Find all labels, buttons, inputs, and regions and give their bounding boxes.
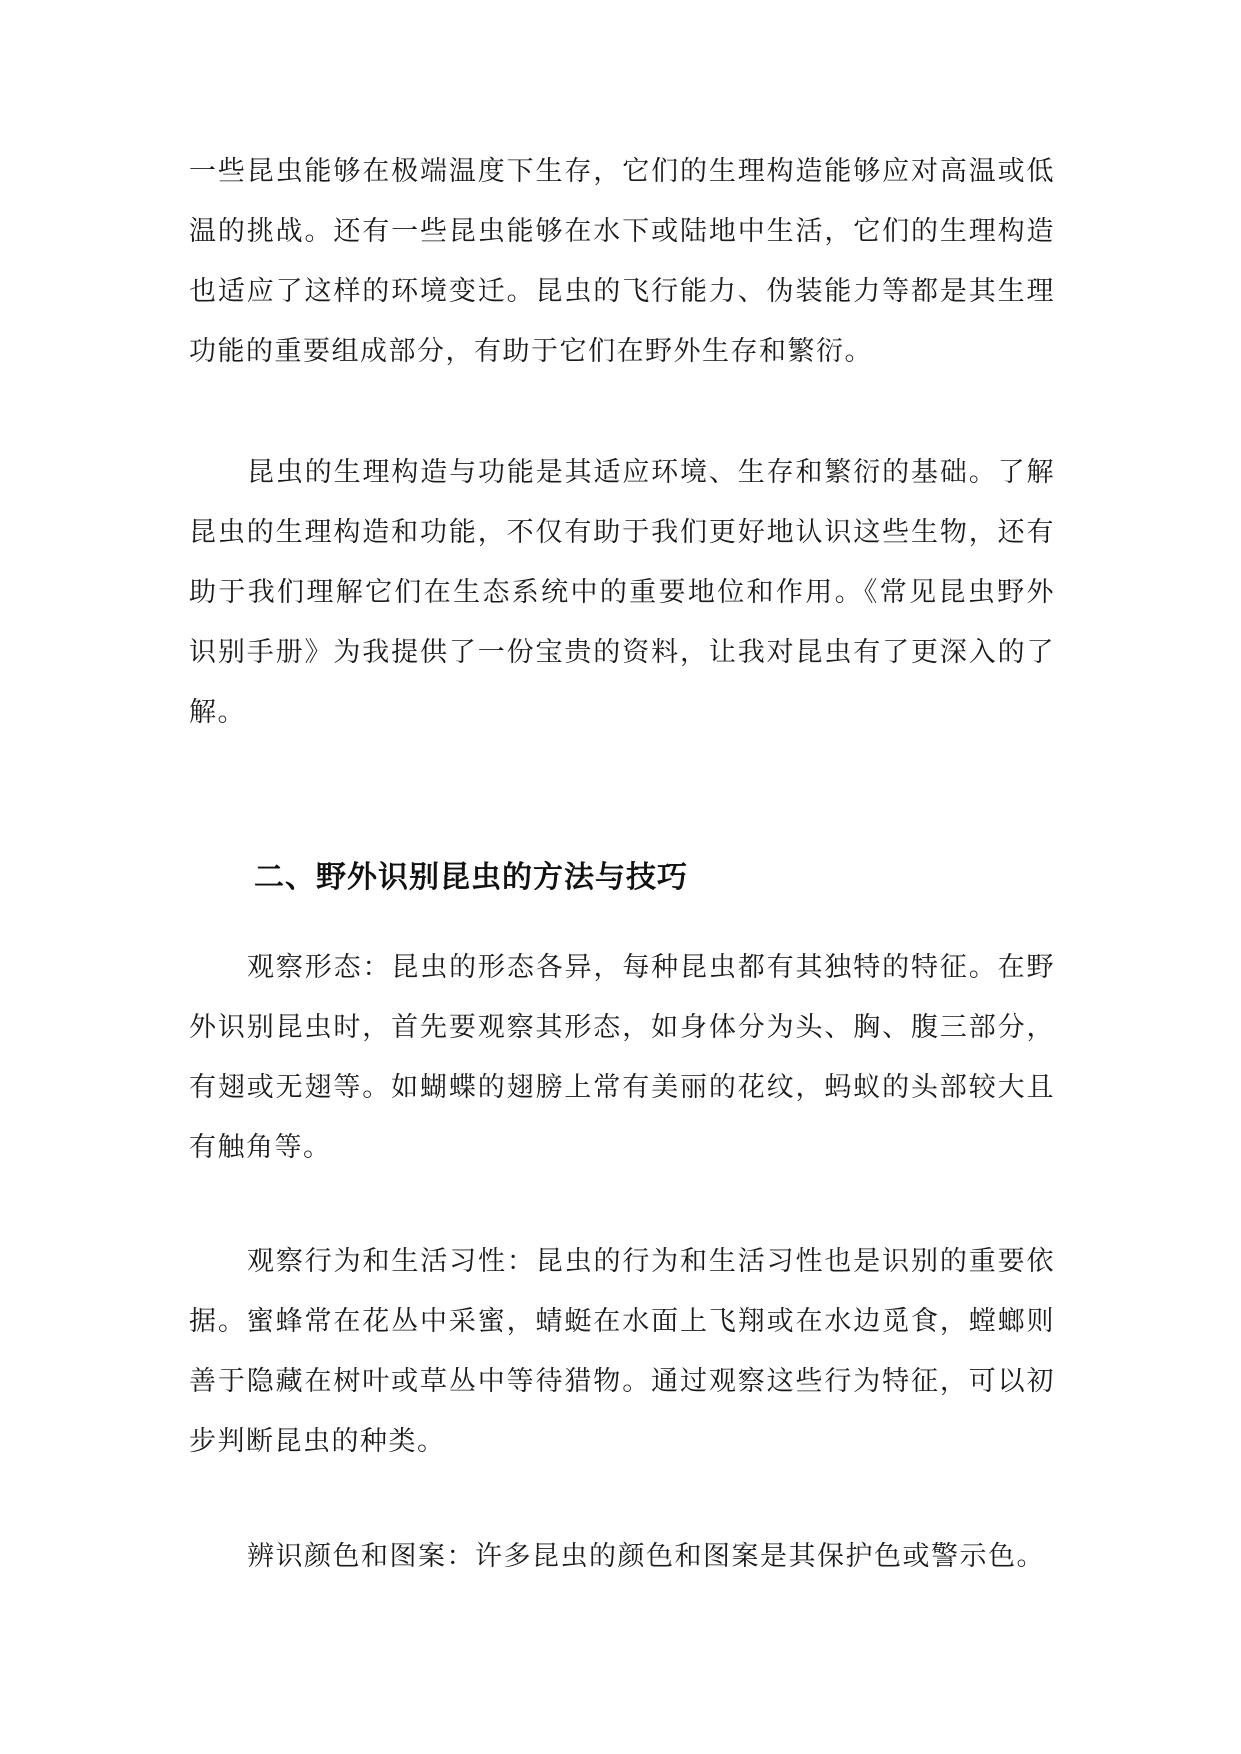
section-heading: 二、野外识别昆虫的方法与技巧 bbox=[254, 860, 688, 895]
paragraph-summary: 昆虫的生理构造与功能是其适应环境、生存和繁衍的基础。了解昆虫的生理构造和功能，不仅有助于我们更好地认识这些生物，还有助于我们理解它们在生态系统中的重要地位和作用。《常见昆虫野外识别手册》为我提供了一份宝贵的资料，让我对昆虫有了更深入的了解。 bbox=[189, 457, 1055, 728]
paragraph-observe-behavior: 观察行为和生活习性：昆虫的行为和生活习性也是识别的重要依据。蜜蜂常在花丛中采蜜，蜻蜓在水面上飞翔或在水边觅食，螳螂则善于隐藏在树叶或草丛中等待猎物。通过观察这些行为特征，可以初步判断昆虫的种类。 bbox=[189, 1246, 1055, 1457]
body-text-block bbox=[189, 443, 1055, 743]
body-text-block bbox=[189, 1527, 1055, 1587]
body-text-block bbox=[189, 938, 1055, 1178]
paragraph-continued: 一些昆虫能够在极端温度下生存，它们的生理构造能够应对高温或低温的挑战。还有一些昆虫能够在水下或陆地中生活，它们的生理构造也适应了这样的环境变迁。昆虫的飞行能力、伪装能力等都是其生理功能的重要组成部分，有助于它们在野外生存和繁衍。 bbox=[189, 156, 1055, 367]
paragraph-observe-form: 观察形态：昆虫的形态各异，每种昆虫都有其独特的特征。在野外识别昆虫时，首先要观察其形态，如身体分为头、胸、腹三部分，有翅或无翅等。如蝴蝶的翅膀上常有美丽的花纹，蚂蚁的头部较大且有触角等。 bbox=[189, 952, 1055, 1163]
body-text-block bbox=[189, 1232, 1055, 1472]
body-text-block bbox=[189, 142, 1055, 382]
paragraph-color-pattern: 辨识颜色和图案：许多昆虫的颜色和图案是其保护色或警示色。 bbox=[247, 1541, 1045, 1572]
